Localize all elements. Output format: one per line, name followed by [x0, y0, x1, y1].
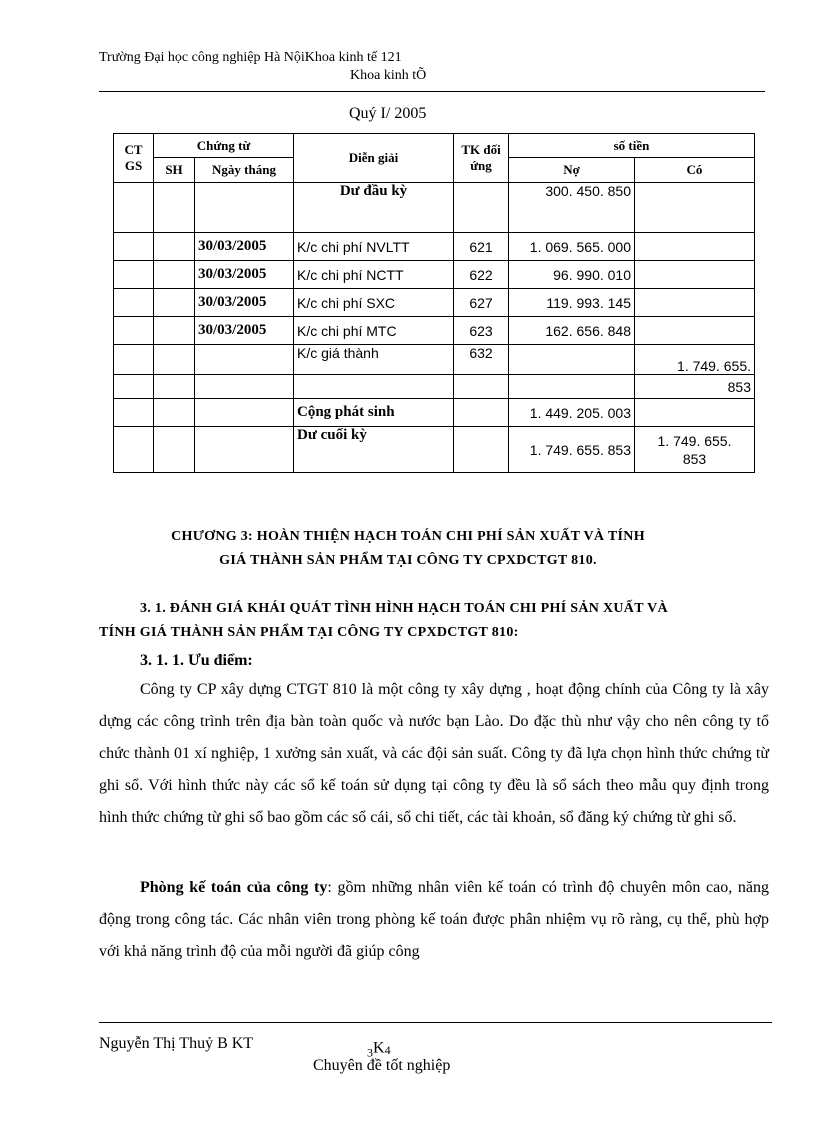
- row-date: 30/03/2005: [195, 261, 294, 289]
- row-date: 30/03/2005: [195, 289, 294, 317]
- col-ctgs: CT GS: [114, 134, 154, 183]
- section-heading: 3. 1. ĐÁNH GIÁ KHÁI QUÁT TÌNH HÌNH HẠCH TOÁN CHI PHÍ SẢN XUẤT VÀ TÍNH GIÁ THÀNH SẢN PHẨM TẠI CÔNG TY CPXDCTGT 810:: [99, 601, 668, 640]
- row-co-line2: 853: [682, 450, 707, 467]
- row-no: 1. 749. 655. 853: [509, 427, 635, 473]
- row-tk: 623: [454, 317, 509, 345]
- paragraph-1: Công ty CP xây dựng CTGT 810 là một công ty xây dựng , hoạt động chính của Công ty là xây dựng các công trình trên địa bàn toàn quốc và nước bạn Lào. Do đặc thù như vậy cho nên công ty tổ chức thành 01 xí nghiệp, 1 xưởng sản xuất, và các đội sản suất. Công ty đã lựa chọn hình thức chứng từ ghi sổ. Với hình thức này các sổ kế toán sử dụng tại công ty đều là sổ sách theo mẫu quy định trong hình thức chứng từ ghi sổ bao gồm các sổ cái, sổ chi tiết, các tài khoản, sổ đăng ký chứng từ ghi sổ.: [99, 681, 769, 826]
- row-tk: 621: [454, 233, 509, 261]
- row-tk: 632: [454, 345, 509, 375]
- footer-author: Nguyễn Thị Thuỷ B KT: [99, 1035, 254, 1052]
- paragraph-2-text: : gồm những nhân viên kế toán có trình độ chuyên môn cao, năng động trong công tác. Các nhân viên trong phòng kế toán được phân nhiệm vụ rõ ràng, cụ thể, phù hợp với khả năng trình độ của mỗi người đã giúp công: [99, 879, 769, 960]
- subsection-heading: 3. 1. 1. Ưu điểm:: [140, 652, 253, 669]
- row-desc: K/c giá thành: [294, 345, 454, 375]
- col-dien-giai: Diễn giải: [294, 134, 454, 183]
- col-tk-doi-ung: TK đối ứng: [454, 134, 509, 183]
- row-no: 162. 656. 848: [509, 317, 635, 345]
- row-no: 1. 069. 565. 000: [509, 233, 635, 261]
- row-date: 30/03/2005: [195, 233, 294, 261]
- ledger-table: [113, 133, 755, 473]
- row-date: 30/03/2005: [195, 317, 294, 345]
- period-title: Quý I/ 2005: [349, 105, 427, 122]
- row-desc: K/c chi phí SXC: [294, 289, 454, 317]
- col-no: Nợ: [509, 158, 635, 183]
- table-row: [114, 183, 755, 233]
- table-row: [114, 289, 755, 317]
- col-co: Có: [635, 158, 755, 183]
- row-no: 300. 450. 850: [509, 183, 635, 233]
- footer-divider: [99, 1022, 772, 1023]
- chapter-title: CHƯƠNG 3: HOÀN THIỆN HẠCH TOÁN CHI PHÍ SẢN XUẤT VÀ TÍNH GIÁ THÀNH SẢN PHẨM TẠI CÔNG TY CPXDCTGT 810.: [171, 529, 645, 568]
- table-row: [114, 427, 755, 473]
- table-row: [114, 233, 755, 261]
- header-divider: [99, 91, 765, 92]
- row-desc: Dư cuối kỳ: [294, 427, 454, 473]
- paragraph-2-lead: Phòng kế toán của công ty: [140, 879, 328, 896]
- running-header-school: Trường Đại học công nghiệp Hà NộiKhoa kinh tế 121: [99, 50, 402, 65]
- running-header-faculty: Khoa kinh tÕ: [350, 68, 427, 83]
- paragraph-2: [99, 872, 769, 968]
- row-tk: 622: [454, 261, 509, 289]
- table-row: [114, 399, 755, 427]
- col-ngay-thang: Ngày tháng: [195, 158, 294, 183]
- row-co: 853: [635, 375, 755, 399]
- row-co: 1. 749. 655.: [635, 345, 755, 375]
- table-row: [114, 345, 755, 375]
- col-sh: SH: [154, 158, 195, 183]
- col-so-tien: số tiền: [509, 134, 755, 158]
- row-no: 119. 993. 145: [509, 289, 635, 317]
- row-desc: Cộng phát sinh: [294, 399, 454, 427]
- footer-subtitle: Chuyên đề tốt nghiệp: [313, 1057, 451, 1074]
- row-no: 96. 990. 010: [509, 261, 635, 289]
- row-desc: K/c chi phí MTC: [294, 317, 454, 345]
- table-row: [114, 261, 755, 289]
- row-co-line1: 1. 749. 655.: [657, 432, 732, 449]
- col-chung-tu: Chứng từ: [154, 134, 294, 158]
- table-row: [114, 317, 755, 345]
- row-no: 1. 449. 205. 003: [509, 399, 635, 427]
- row-desc: Dư đầu kỳ: [294, 183, 454, 233]
- table-row: [114, 375, 755, 399]
- row-desc: K/c chi phí NVLTT: [294, 233, 454, 261]
- row-tk: 627: [454, 289, 509, 317]
- footer-class: $_3K^4$: [367, 1039, 391, 1060]
- row-desc: K/c chi phí NCTT: [294, 261, 454, 289]
